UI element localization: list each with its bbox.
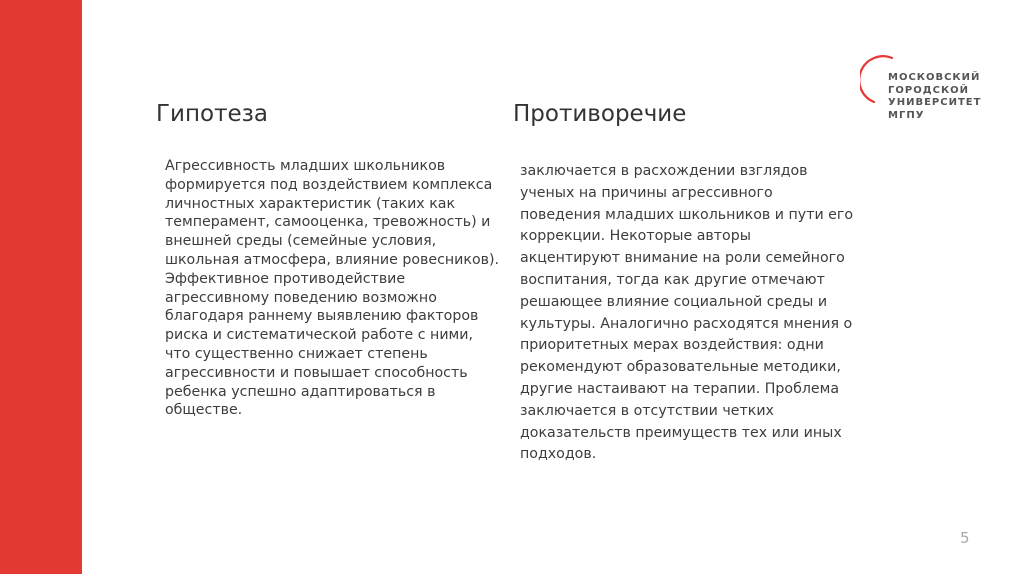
hypothesis-line: темперамент, самооценка, тревожность) и [165, 214, 491, 231]
contradiction-line: поведения младших школьников и пути его [520, 206, 854, 223]
hypothesis-line: благодаря раннему выявлению факторов [165, 308, 479, 325]
hypothesis-line: Эффективное противодействие [165, 270, 406, 287]
hypothesis-line: формируется под воздействием комплекса [165, 176, 493, 193]
accent-bar [0, 0, 82, 574]
hypothesis-line: Агрессивность младших школьников [165, 158, 446, 174]
contradiction-line: заключается в отсутствии четких [520, 402, 774, 419]
contradiction-line: заключается в расхождении взглядов [520, 163, 808, 179]
contradiction-line: ученых на причины агрессивного [520, 184, 773, 201]
contradiction-line: подходов. [520, 446, 597, 463]
hypothesis-line: ребенка успешно адаптироваться в [165, 383, 436, 400]
hypothesis-line: агрессивности и повышает способность [165, 364, 468, 381]
logo-line-4: МГПУ [888, 109, 925, 121]
page-number: 5 [960, 529, 970, 547]
hypothesis-line: что существенно снижает степень [165, 345, 428, 362]
university-logo [860, 52, 990, 132]
contradiction-line: другие настаивают на терапии. Проблема [520, 380, 840, 397]
hypothesis-line: внешней среды (семейные условия, [165, 233, 437, 250]
hypothesis-text [165, 157, 515, 420]
contradiction-text [520, 161, 870, 466]
hypothesis-heading: Гипотеза [156, 101, 268, 127]
hypothesis-line: риска и систематической работе с ними, [165, 327, 473, 344]
hypothesis-line: агрессивному поведению возможно [165, 289, 437, 306]
contradiction-line: коррекции. Некоторые авторы [520, 228, 751, 245]
hypothesis-line: школьная атмосфера, влияние ровесников). [165, 251, 500, 268]
contradiction-line: приоритетных мерах воздействия: одни [520, 337, 824, 354]
logo-line-2: ГОРОДСКОЙ [888, 84, 969, 96]
contradiction-heading: Противоречие [513, 101, 687, 127]
contradiction-line: решающее влияние социальной среды и [520, 293, 828, 310]
logo-line-1: МОСКОВСКИЙ [888, 72, 981, 83]
contradiction-line: воспитания, тогда как другие отмечают [520, 271, 825, 288]
contradiction-line: доказательств преимуществ тех или иных [520, 424, 842, 441]
logo-line-3: УНИВЕРСИТЕТ [888, 97, 982, 108]
contradiction-line: акцентируют внимание на роли семейного [520, 250, 845, 267]
logo-text [888, 72, 981, 122]
hypothesis-line: личностных характеристик (таких как [165, 195, 456, 212]
contradiction-line: рекомендуют образовательные методики, [520, 359, 841, 376]
contradiction-line: культуры. Аналогично расходятся мнения о [520, 315, 853, 332]
hypothesis-line: обществе. [165, 402, 243, 419]
